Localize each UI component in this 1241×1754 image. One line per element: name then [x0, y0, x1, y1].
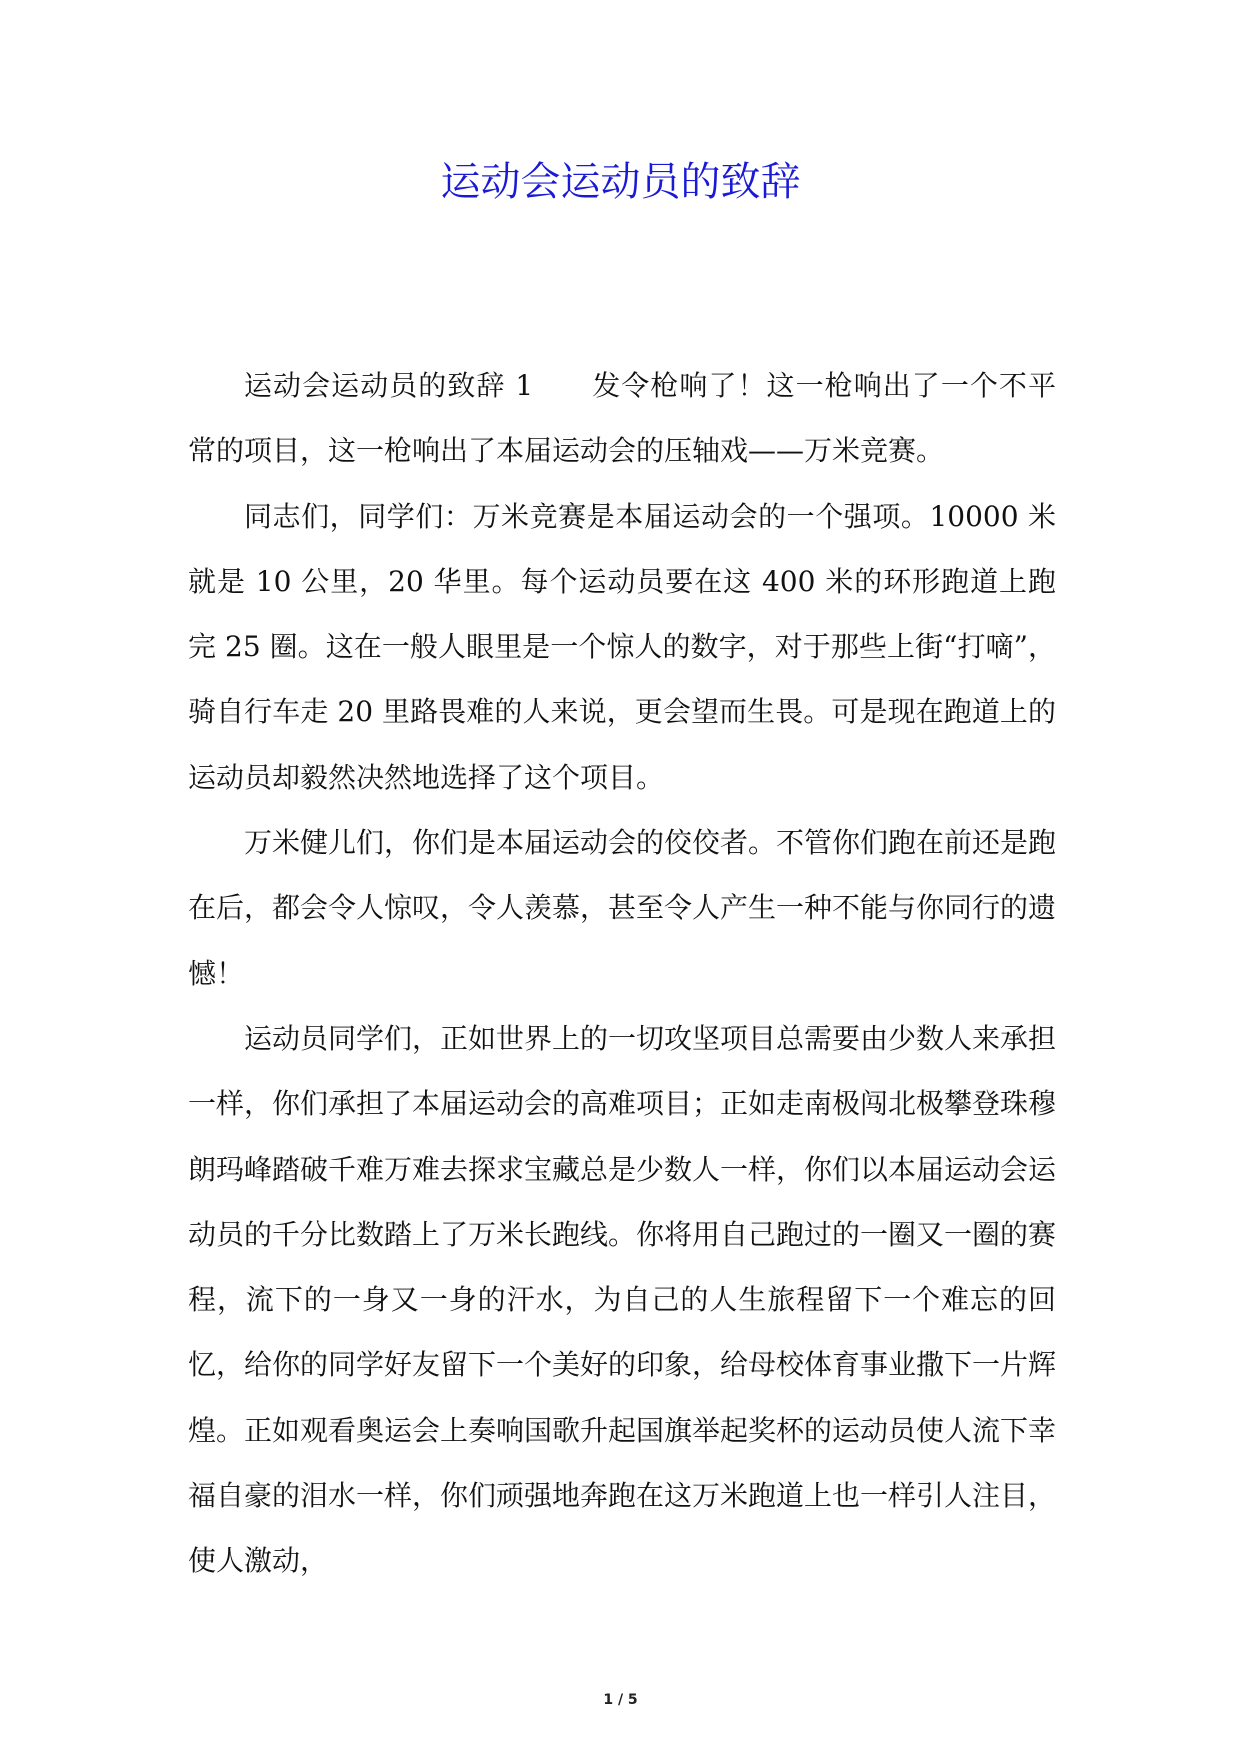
document-body [188, 353, 1056, 1594]
page-title: 运动会运动员的致辞 [440, 159, 801, 205]
paragraph-1-text: 发令枪响了！这一枪响出了一个不平常的项目，这一枪响出了本届运动会的压轴戏——万米竞赛。 [188, 369, 1056, 468]
paragraph-3: 万米健儿们，你们是本届运动会的佼佼者。不管你们跑在前还是跑在后，都会令人惊叹，令人羡慕，甚至令人产生一种不能与你同行的遗憾！ [188, 826, 1057, 990]
paragraph-4: 运动员同学们，正如世界上的一切攻坚项目总需要由少数人来承担一样，你们承担了本届运动会的高难项目；正如走南极闯北极攀登珠穆朗玛峰踏破千难万难去探求宝藏总是少数人一样，你们以本届运动会运动员的千分比数踏上了万米长跑线。你将用自己跑过的一圈又一圈的赛程，流下的一身又一身的汗水，为自己的人生旅程留下一个难忘的回忆，给你的同学好友留下一个美好的印象，给母校体育事业撒下一片辉煌。正如观看奥运会上奏响国歌升起国旗举起奖杯的运动员使人流下幸福自豪的泪水一样，你们顽强地奔跑在这万米跑道上也一样引人注目，使人激动， [188, 1021, 1057, 1578]
page-number: 1 / 5 [603, 1692, 638, 1708]
section-heading: 运动会运动员的致辞 1 [244, 369, 534, 402]
paragraph-1 [188, 353, 1056, 484]
paragraph-2: 同志们，同学们：万米竞赛是本届运动会的一个强项。10000 米就是 10 公里，20 华里。每个运动员要在这 400 米的环形跑道上跑完 25 圈。这在一般人眼里是一个惊人的数字，对于那些上街“打嘀”，骑自行车走 20 里路畏难的人来说，更会望而生畏。可是现在跑道上的运动员却毅然决然地选择了这个项目。 [188, 499, 1056, 794]
